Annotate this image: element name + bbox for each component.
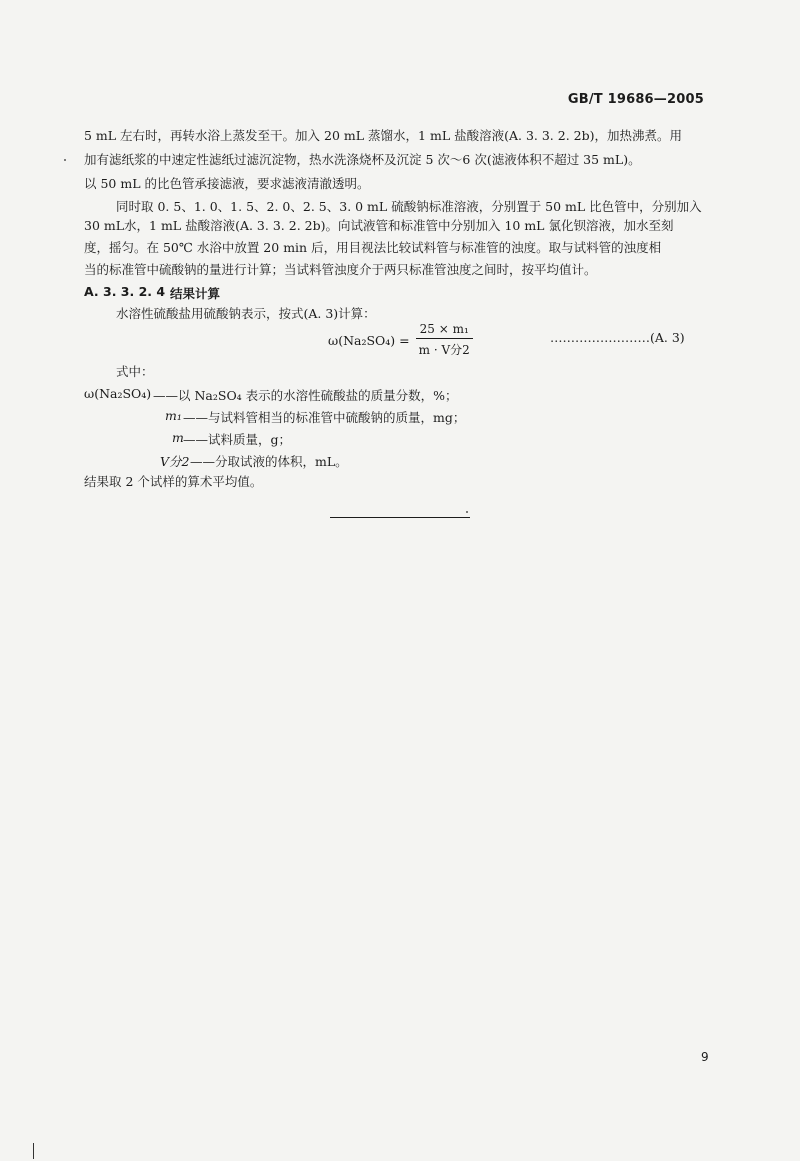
formula-fraction: [416, 322, 473, 358]
where-label: 式中：: [116, 364, 154, 379]
scan-speck: [466, 511, 468, 513]
scan-speck: [64, 159, 66, 161]
formula-intro: 水溶性硫酸盐用硫酸钠表示，按式(A. 3)计算：: [116, 306, 376, 321]
para2-line-4: 当的标准管中硫酸钠的量进行计算；当试料管浊度介于两只标准管浊度之间时，按平均值计。: [84, 262, 597, 277]
variable-description: ——与试料管相当的标准管中硫酸钠的质量，mg；: [183, 410, 466, 425]
variable-symbol: m₁: [165, 408, 182, 423]
para1-line-1: 5 mL 左右时，再转水浴上蒸发至干。加入 20 mL 蒸馏水，1 mL 盐酸溶液(A. 3. 3. 2. 2b)，加热沸煮。用: [84, 128, 682, 143]
formula-denominator: m · V分2: [418, 343, 470, 357]
standard-code: GB/T 19686—2005: [567, 92, 704, 107]
clause-number: A. 3. 3. 2. 4: [84, 284, 166, 299]
variable-description: ——试料质量，g；: [183, 432, 292, 447]
variable-symbol: V分2: [160, 454, 190, 469]
clause-title: 结果计算: [170, 286, 221, 301]
variable-description: ——分取试液的体积，mL。: [190, 454, 348, 469]
variable-symbol: m: [172, 430, 184, 445]
end-rule: [330, 517, 470, 518]
equation-number: ……………………(A. 3): [550, 330, 685, 345]
margin-mark: [33, 1143, 34, 1159]
page-number: 9: [701, 1050, 709, 1064]
para1-line-2: 加有滤纸浆的中速定性滤纸过滤沉淀物，热水洗涤烧杯及沉淀 5 次～6 次(滤液体积不超过 35 mL)。: [84, 152, 641, 167]
variable-symbol: ω(Na₂SO₄): [84, 386, 152, 401]
formula: [328, 322, 473, 358]
para2-line-3: 度，摇匀。在 50℃ 水浴中放置 20 min 后，用目视法比较试料管与标准管的浊度。取与试料管的浊度相: [84, 240, 662, 255]
para2-line-1: 同时取 0. 5、1. 0、1. 5、2. 0、2. 5、3. 0 mL 硫酸钠标准溶液，分别置于 50 mL 比色管中，分别加入: [116, 199, 702, 214]
para2-line-2: 30 mL水，1 mL 盐酸溶液(A. 3. 3. 2. 2b)。向试液管和标准管中分别加入 10 mL 氯化钡溶液，加水至刻: [84, 218, 674, 233]
result-note: 结果取 2 个试样的算术平均值。: [84, 474, 263, 489]
variable-description: ——以 Na₂SO₄ 表示的水溶性硫酸盐的质量分数，%；: [153, 388, 458, 403]
formula-lhs: ω(Na₂SO₄) =: [328, 332, 410, 348]
para1-line-3: 以 50 mL 的比色管承接滤液，要求滤液清澈透明。: [84, 176, 370, 191]
formula-numerator: 25 × m₁: [416, 322, 473, 339]
